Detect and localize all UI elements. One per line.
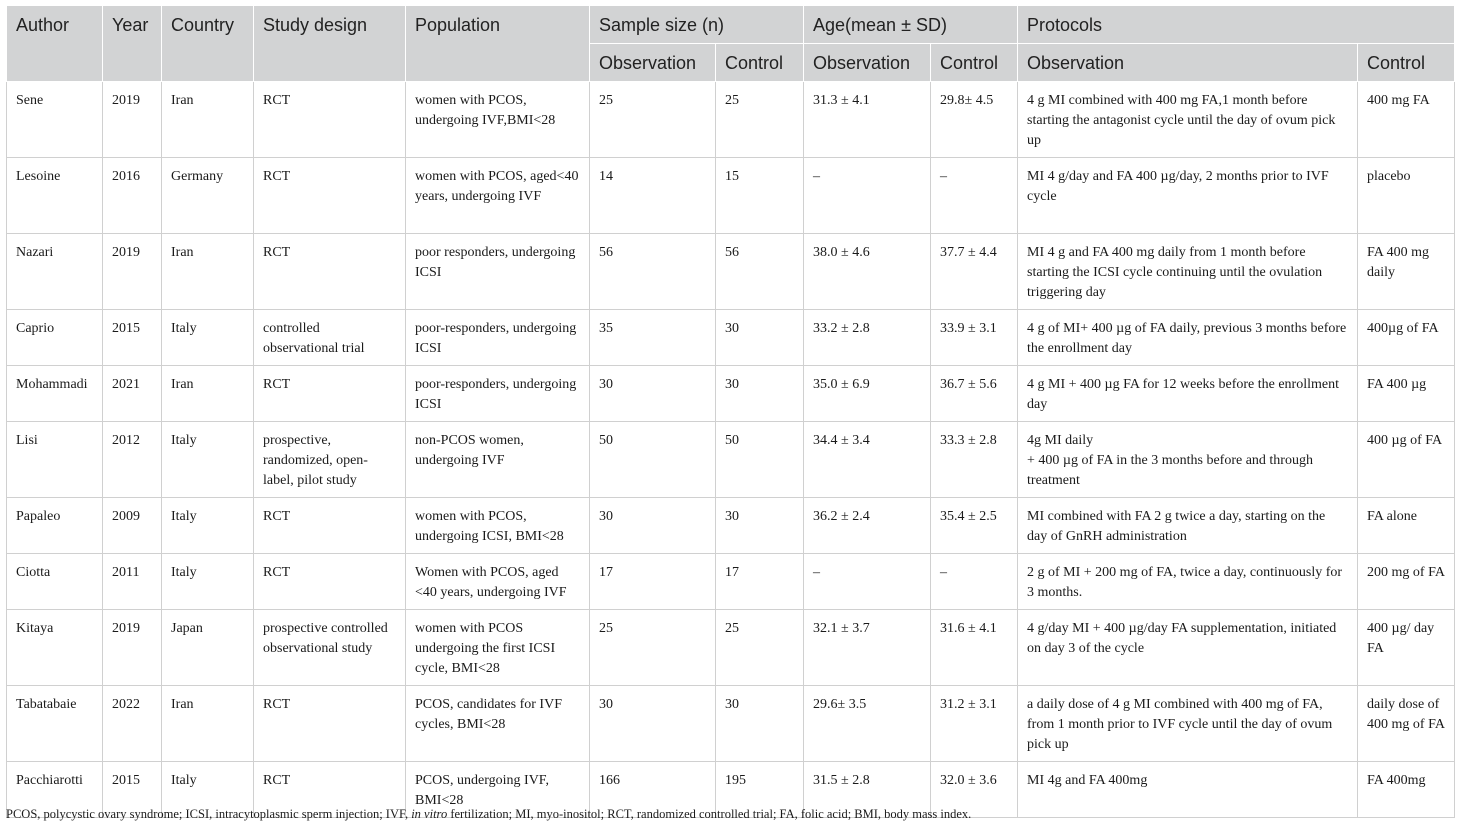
cell-country: Italy <box>162 762 254 818</box>
cell-country: Italy <box>162 422 254 498</box>
cell-protocol-control: 400µg of FA <box>1358 310 1455 366</box>
cell-protocol-control: FA alone <box>1358 498 1455 554</box>
cell-protocol-control: placebo <box>1358 158 1455 234</box>
cell-protocol-control: FA 400 µg <box>1358 366 1455 422</box>
cell-author: Mohammadi <box>7 366 103 422</box>
footnote-italic-term: in vitro <box>411 807 448 821</box>
cell-age-control: – <box>931 158 1018 234</box>
cell-author: Ciotta <box>7 554 103 610</box>
table-row <box>7 82 1455 158</box>
cell-age-observation: – <box>804 554 931 610</box>
cell-age-observation: 29.6± 3.5 <box>804 686 931 762</box>
cell-country: Italy <box>162 498 254 554</box>
cell-study-design: RCT <box>254 366 406 422</box>
cell-protocol-observation: MI combined with FA 2 g twice a day, starting on the day of GnRH administration <box>1018 498 1358 554</box>
cell-country: Iran <box>162 366 254 422</box>
cell-author: Kitaya <box>7 610 103 686</box>
table-row <box>7 498 1455 554</box>
cell-year: 2012 <box>103 422 162 498</box>
cell-country: Italy <box>162 310 254 366</box>
cell-sample-observation: 30 <box>590 498 716 554</box>
cell-sample-control: 56 <box>716 234 804 310</box>
cell-country: Iran <box>162 234 254 310</box>
cell-sample-observation: 14 <box>590 158 716 234</box>
cell-protocol-control: 400 µg of FA <box>1358 422 1455 498</box>
cell-age-observation: 33.2 ± 2.8 <box>804 310 931 366</box>
header-population: Population <box>406 6 590 82</box>
cell-age-observation: 35.0 ± 6.9 <box>804 366 931 422</box>
header-protocol-observation: Observation <box>1018 44 1358 82</box>
cell-study-design: RCT <box>254 158 406 234</box>
cell-sample-control: 25 <box>716 610 804 686</box>
cell-protocol-control: 400 µg/ day FA <box>1358 610 1455 686</box>
cell-age-control: 37.7 ± 4.4 <box>931 234 1018 310</box>
cell-population: Women with PCOS, aged <40 years, undergoing IVF <box>406 554 590 610</box>
cell-sample-observation: 17 <box>590 554 716 610</box>
cell-protocol-control: FA 400mg <box>1358 762 1455 818</box>
cell-author: Papaleo <box>7 498 103 554</box>
cell-country: Japan <box>162 610 254 686</box>
cell-protocol-control: FA 400 mg daily <box>1358 234 1455 310</box>
table-footnote <box>6 807 971 822</box>
cell-sample-control: 30 <box>716 686 804 762</box>
cell-sample-control: 30 <box>716 366 804 422</box>
cell-study-design: prospective, randomized, open-label, pilot study <box>254 422 406 498</box>
cell-study-design: RCT <box>254 498 406 554</box>
cell-protocol-observation: 4 g MI + 400 µg FA for 12 weeks before the enrollment day <box>1018 366 1358 422</box>
cell-sample-observation: 25 <box>590 82 716 158</box>
cell-sample-observation: 30 <box>590 686 716 762</box>
header-country: Country <box>162 6 254 82</box>
header-age-observation: Observation <box>804 44 931 82</box>
table-row <box>7 422 1455 498</box>
cell-sample-observation: 25 <box>590 610 716 686</box>
cell-protocol-control: 200 mg of FA <box>1358 554 1455 610</box>
cell-year: 2015 <box>103 310 162 366</box>
header-author: Author <box>7 6 103 82</box>
cell-population: poor-responders, undergoing ICSI <box>406 366 590 422</box>
cell-age-observation: 38.0 ± 4.6 <box>804 234 931 310</box>
cell-study-design: RCT <box>254 686 406 762</box>
cell-age-control: 36.7 ± 5.6 <box>931 366 1018 422</box>
cell-population: PCOS, undergoing IVF, BMI<28 <box>406 762 590 818</box>
study-table-container <box>6 5 1454 818</box>
cell-protocol-control: daily dose of 400 mg of FA <box>1358 686 1455 762</box>
cell-population: poor-responders, undergoing ICSI <box>406 310 590 366</box>
header-age: Age(mean ± SD) <box>804 6 1018 44</box>
cell-author: Sene <box>7 82 103 158</box>
cell-population: women with PCOS, undergoing IVF,BMI<28 <box>406 82 590 158</box>
footnote-text-start: PCOS, polycystic ovary syndrome; ICSI, intracytoplasmic sperm injection; IVF, <box>6 807 412 821</box>
cell-population: women with PCOS undergoing the first ICSI cycle, BMI<28 <box>406 610 590 686</box>
cell-age-control: 33.9 ± 3.1 <box>931 310 1018 366</box>
cell-year: 2022 <box>103 686 162 762</box>
cell-year: 2009 <box>103 498 162 554</box>
cell-protocol-observation: MI 4 g and FA 400 mg daily from 1 month before starting the ICSI cycle continuing until the ovulation triggering day <box>1018 234 1358 310</box>
cell-year: 2019 <box>103 610 162 686</box>
cell-population: PCOS, candidates for IVF cycles, BMI<28 <box>406 686 590 762</box>
cell-age-control: 35.4 ± 2.5 <box>931 498 1018 554</box>
cell-author: Caprio <box>7 310 103 366</box>
cell-country: Iran <box>162 82 254 158</box>
cell-study-design: prospective controlled observational study <box>254 610 406 686</box>
cell-sample-observation: 166 <box>590 762 716 818</box>
cell-year: 2015 <box>103 762 162 818</box>
table-row <box>7 310 1455 366</box>
table-row <box>7 610 1455 686</box>
cell-age-observation: – <box>804 158 931 234</box>
cell-year: 2019 <box>103 82 162 158</box>
cell-protocol-observation: MI 4g and FA 400mg <box>1018 762 1358 818</box>
header-sample-observation: Observation <box>590 44 716 82</box>
cell-population: non-PCOS women, undergoing IVF <box>406 422 590 498</box>
cell-sample-observation: 56 <box>590 234 716 310</box>
cell-sample-observation: 50 <box>590 422 716 498</box>
footnote-text-end: fertilization; MI, myo-inositol; RCT, randomized controlled trial; FA, folic acid; BMI, body mass index. <box>447 807 972 821</box>
header-protocols: Protocols <box>1018 6 1455 44</box>
cell-sample-control: 50 <box>716 422 804 498</box>
cell-protocol-observation: 4 g/day MI + 400 µg/day FA supplementation, initiated on day 3 of the cycle <box>1018 610 1358 686</box>
table-row <box>7 686 1455 762</box>
cell-study-design: RCT <box>254 762 406 818</box>
cell-protocol-observation: 4 g of MI+ 400 µg of FA daily, previous 3 months before the enrollment day <box>1018 310 1358 366</box>
cell-sample-control: 30 <box>716 498 804 554</box>
cell-author: Pacchiarotti <box>7 762 103 818</box>
header-age-control: Control <box>931 44 1018 82</box>
cell-year: 2016 <box>103 158 162 234</box>
cell-protocol-control: 400 mg FA <box>1358 82 1455 158</box>
cell-author: Tabatabaie <box>7 686 103 762</box>
cell-study-design: RCT <box>254 554 406 610</box>
cell-sample-control: 15 <box>716 158 804 234</box>
cell-age-control: 33.3 ± 2.8 <box>931 422 1018 498</box>
cell-sample-control: 195 <box>716 762 804 818</box>
cell-protocol-observation: MI 4 g/day and FA 400 µg/day, 2 months prior to IVF cycle <box>1018 158 1358 234</box>
header-protocol-control: Control <box>1358 44 1455 82</box>
cell-study-design: RCT <box>254 82 406 158</box>
table-row <box>7 234 1455 310</box>
cell-sample-control: 30 <box>716 310 804 366</box>
cell-author: Lesoine <box>7 158 103 234</box>
cell-age-control: 31.2 ± 3.1 <box>931 686 1018 762</box>
table-row <box>7 554 1455 610</box>
cell-protocol-observation: 4 g MI combined with 400 mg FA,1 month before starting the antagonist cycle until the day of ovum pick up <box>1018 82 1358 158</box>
cell-age-control: 31.6 ± 4.1 <box>931 610 1018 686</box>
cell-population: poor responders, undergoing ICSI <box>406 234 590 310</box>
cell-age-observation: 34.4 ± 3.4 <box>804 422 931 498</box>
cell-country: Germany <box>162 158 254 234</box>
cell-year: 2011 <box>103 554 162 610</box>
header-study-design: Study design <box>254 6 406 82</box>
cell-author: Lisi <box>7 422 103 498</box>
cell-year: 2019 <box>103 234 162 310</box>
cell-year: 2021 <box>103 366 162 422</box>
cell-protocol-observation: a daily dose of 4 g MI combined with 400 mg of FA, from 1 month prior to IVF cycle until the day of ovum pick up <box>1018 686 1358 762</box>
cell-protocol-observation: 2 g of MI + 200 mg of FA, twice a day, continuously for 3 months. <box>1018 554 1358 610</box>
cell-protocol-observation: 4g MI daily + 400 µg of FA in the 3 months before and through treatment <box>1018 422 1358 498</box>
cell-sample-control: 25 <box>716 82 804 158</box>
cell-age-observation: 32.1 ± 3.7 <box>804 610 931 686</box>
cell-study-design: controlled observational trial <box>254 310 406 366</box>
header-year: Year <box>103 6 162 82</box>
cell-sample-observation: 35 <box>590 310 716 366</box>
cell-population: women with PCOS, undergoing ICSI, BMI<28 <box>406 498 590 554</box>
cell-study-design: RCT <box>254 234 406 310</box>
cell-population: women with PCOS, aged<40 years, undergoing IVF <box>406 158 590 234</box>
table-row <box>7 158 1455 234</box>
cell-age-observation: 31.3 ± 4.1 <box>804 82 931 158</box>
cell-country: Iran <box>162 686 254 762</box>
table-body <box>7 82 1455 818</box>
cell-age-observation: 36.2 ± 2.4 <box>804 498 931 554</box>
study-characteristics-table <box>6 5 1455 818</box>
table-row <box>7 366 1455 422</box>
cell-age-control: 32.0 ± 3.6 <box>931 762 1018 818</box>
header-sample-control: Control <box>716 44 804 82</box>
cell-country: Italy <box>162 554 254 610</box>
cell-sample-observation: 30 <box>590 366 716 422</box>
cell-author: Nazari <box>7 234 103 310</box>
header-sample-size: Sample size (n) <box>590 6 804 44</box>
cell-age-control: – <box>931 554 1018 610</box>
cell-age-control: 29.8± 4.5 <box>931 82 1018 158</box>
cell-age-observation: 31.5 ± 2.8 <box>804 762 931 818</box>
cell-sample-control: 17 <box>716 554 804 610</box>
